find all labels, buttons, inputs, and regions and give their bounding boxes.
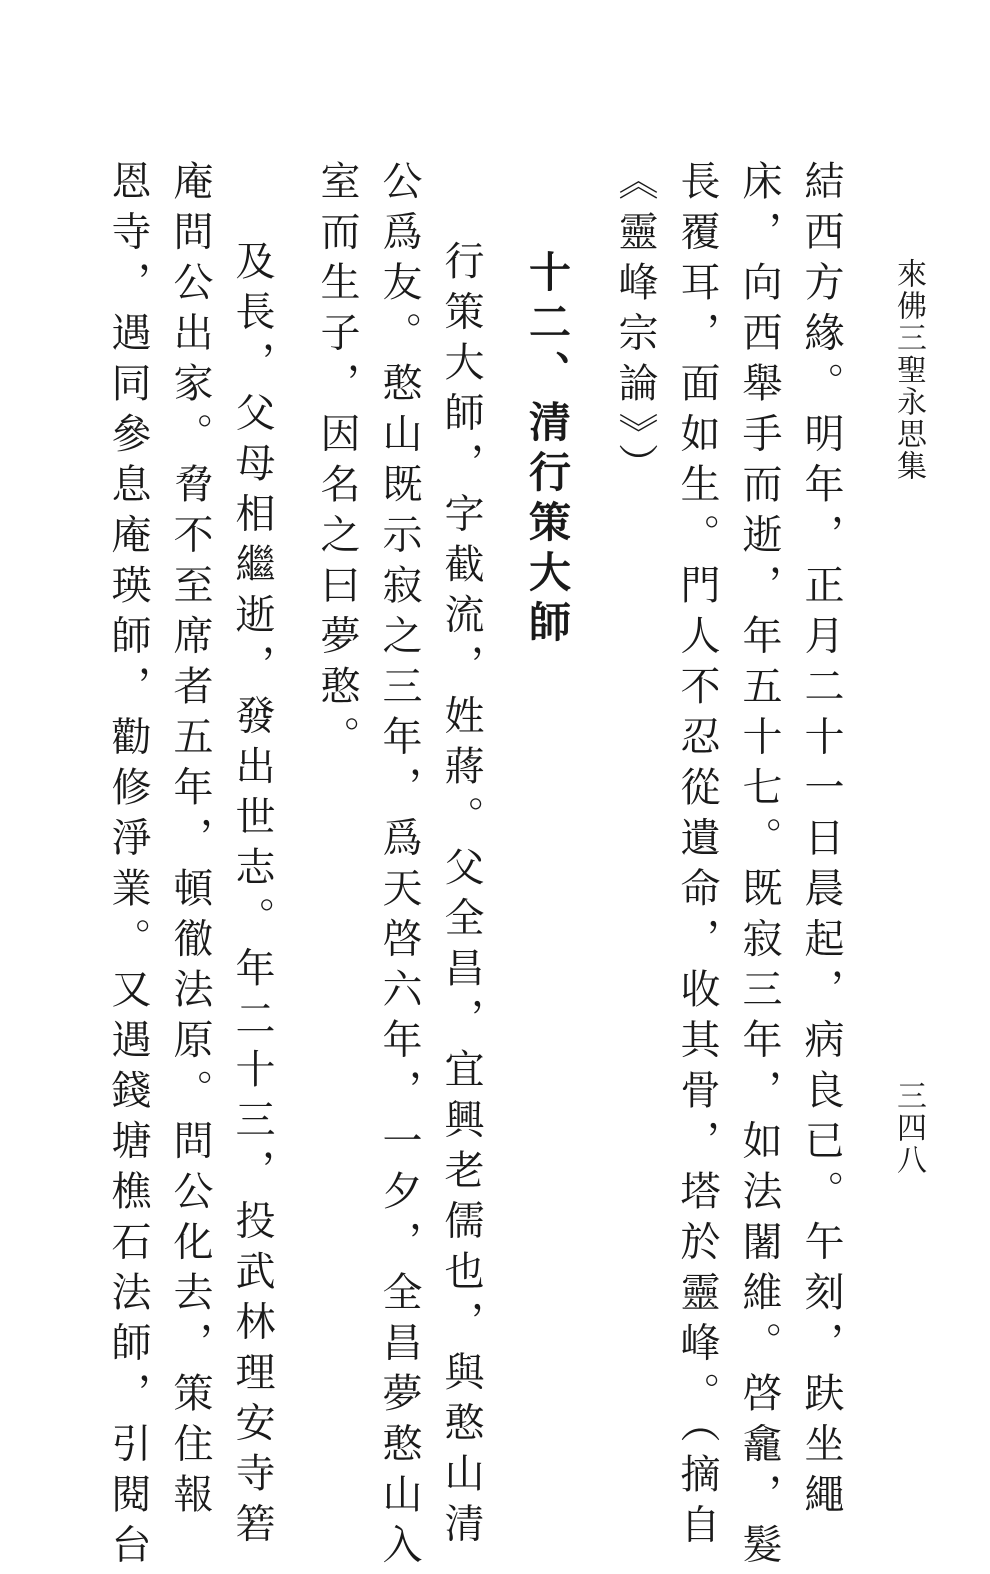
text-column-4: 《靈峰宗論》） — [612, 160, 658, 494]
text-column-3: 長覆耳，面如生。門人不忍從遺命，收其骨，塔於靈峰。（摘自 — [674, 160, 720, 1554]
text-column-9: 庵問公出家。脅不至席者五年，頓徹法原。問公化去，策住報 — [167, 160, 213, 1524]
text-column-7: 室而生子，因名之曰夢憨。 — [314, 160, 360, 766]
page-number: 三四八 — [891, 1080, 926, 1176]
running-header-title: 來佛三聖永思集 — [891, 258, 926, 482]
text-column-10: 恩寺，遇同參息庵瑛師，勸修淨業。又遇錢塘樵石法師，引閱台 — [105, 160, 151, 1574]
text-column-8: 及長，父母相繼逝，發出世志。年二十三，投武林理安寺箬 — [229, 240, 275, 1553]
text-column-6: 公爲友。憨山既示寂之三年，爲天啓六年，一夕，全昌夢憨山入 — [376, 160, 422, 1574]
text-column-5: 行策大師，字截流，姓蔣。父全昌，宜興老儒也，與憨山清 — [438, 240, 484, 1553]
text-column-1: 結西方緣。明年，正月二十一日晨起，病良已。午刻，趺坐繩 — [798, 160, 844, 1524]
text-column-2: 床，向西舉手而逝，年五十七。既寂三年，如法闍維。啓龕，髮 — [736, 160, 782, 1574]
section-heading: 十二、清行策大師 — [523, 250, 572, 650]
